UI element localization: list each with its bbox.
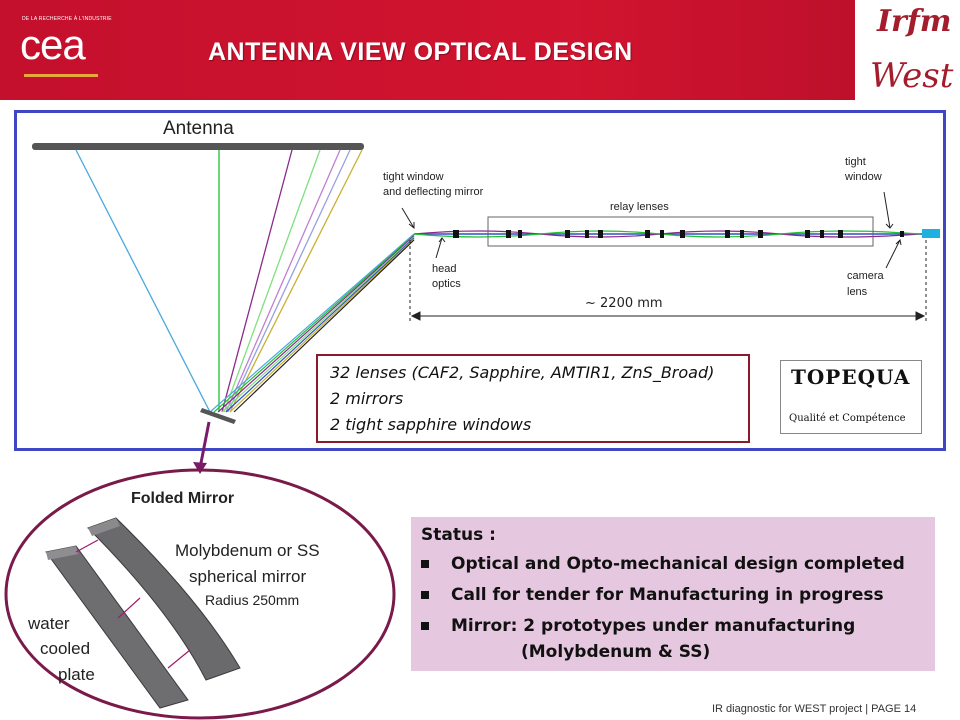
head-optics-label-1: head	[432, 263, 457, 275]
components-line-mirrors: 2 mirrors	[330, 389, 404, 408]
west-logo: West	[870, 56, 954, 96]
bullet-icon	[421, 560, 429, 568]
folded-mirror-title: Folded Mirror	[131, 490, 235, 507]
topequa-name: TOPEQUA	[791, 365, 911, 389]
irfm-logo: Irfm	[877, 4, 952, 39]
relay-lenses-label: relay lenses	[610, 201, 669, 213]
cea-tagline: DE LA RECHERCHE À L'INDUSTRIE	[22, 16, 112, 22]
components-line-lenses: 32 lenses (CAF2, Sapphire, AMTIR1, ZnS_Broad)	[330, 363, 715, 382]
status-title: Status :	[421, 525, 496, 545]
tight-window-left-label-1: tight window	[383, 171, 444, 183]
camera-lens-label-2: lens	[847, 286, 868, 298]
tight-window-right-label-2: window	[845, 171, 882, 183]
head-optics-label-2: optics	[432, 278, 461, 290]
relay-lens-train	[414, 217, 940, 246]
length-dimension	[410, 240, 926, 324]
camera-lens-label-1: camera	[847, 270, 884, 282]
status-panel	[411, 517, 935, 671]
topequa-logo	[780, 360, 922, 434]
bullet-icon	[421, 622, 429, 630]
mirror-material-label: Molybdenum or SS	[175, 541, 320, 560]
status-item-mirror: Mirror: 2 prototypes under manufacturing	[451, 616, 856, 636]
zoom-arrowhead	[193, 462, 207, 474]
antenna-bar	[32, 143, 364, 150]
page-footer: IR diagnostic for WEST project | PAGE 14	[712, 703, 917, 715]
components-line-windows: 2 tight sapphire windows	[330, 415, 532, 434]
plate-label-3: plate	[58, 665, 95, 684]
mirror-type-label: spherical mirror	[189, 567, 307, 586]
status-item-tender: Call for tender for Manufacturing in progress	[451, 585, 884, 605]
topequa-tagline: Qualité et Compétence	[789, 413, 906, 424]
plate-label-1: water	[28, 614, 70, 633]
length-label: ~ 2200 mm	[585, 296, 663, 311]
components-summary-box	[316, 354, 750, 443]
status-item-design: Optical and Opto-mechanical design completed	[451, 554, 905, 574]
camera-block	[922, 229, 940, 238]
tight-window-right-label-1: tight	[845, 156, 866, 168]
zoom-connector	[200, 422, 209, 468]
status-item-mirror-cont: (Molybdenum & SS)	[521, 642, 711, 662]
bullet-icon	[421, 591, 429, 599]
tight-window-left-label-2: and deflecting mirror	[383, 186, 484, 198]
mirror-radius-label: Radius 250mm	[205, 592, 300, 608]
antenna-label: Antenna	[163, 118, 234, 139]
plate-label-2: cooled	[40, 639, 91, 658]
cea-logo: cea	[20, 21, 85, 68]
page-title: ANTENNA VIEW OPTICAL DESIGN	[208, 38, 633, 66]
